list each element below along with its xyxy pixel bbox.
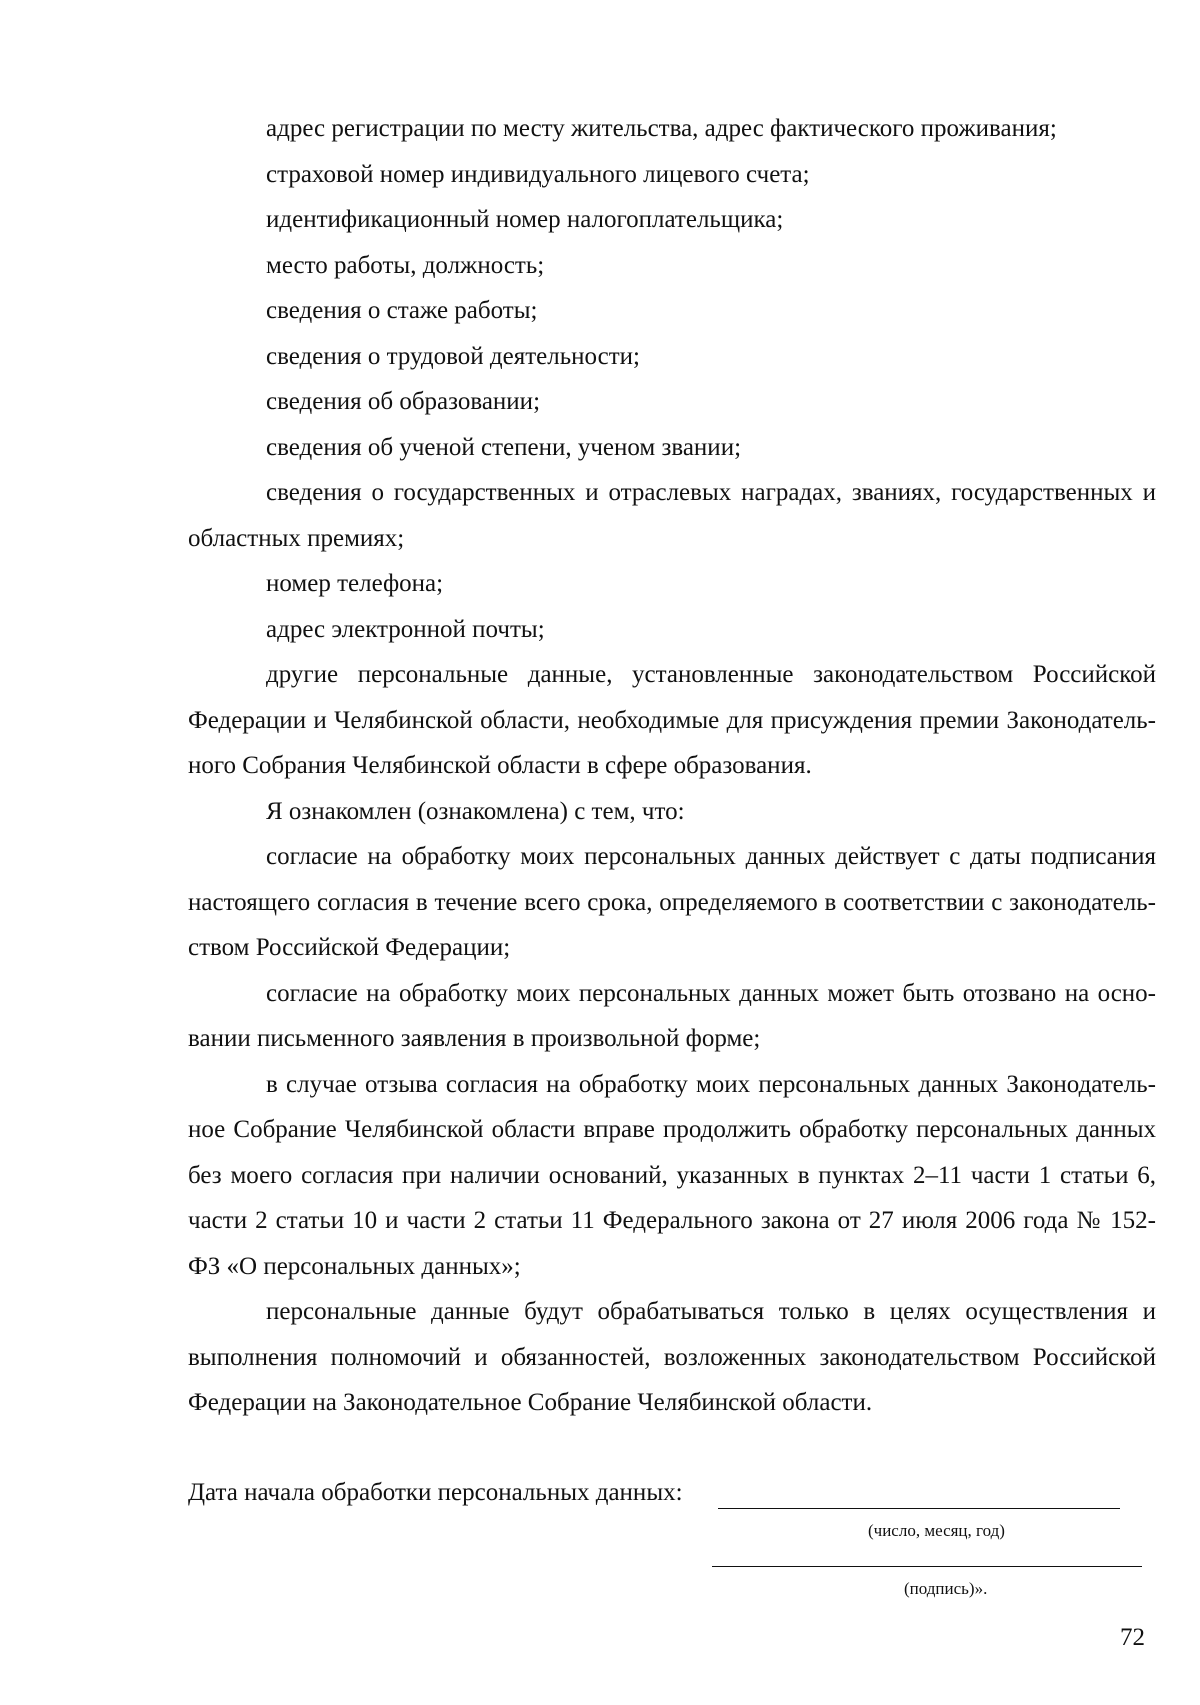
paragraph-other-data: другие персональные данные, установленные законодательством Российской Федерации и Челябинской области, необходимые для присуждения премии Законодательного Собрания Челябинской области в сфере образования. (188, 661, 1156, 779)
page-number: 72 (1120, 1624, 1145, 1651)
date-caption: (число, месяц, год) (868, 1521, 1005, 1540)
paragraph-acknowledgement: Я ознакомлен (ознакомлена) с тем, что: (266, 797, 685, 825)
paragraph-revocation-consequences: в случае отзыва согласия на обработку моих персональных данных Законодательное Собрание Челябинской области вправе продолжить обработку персональных данных без моего согласия при наличии оснований, указанных в пунктах 2–11 части 1 статьи 6, части 2 статьи 10 и части 2 статьи 11 Федерального закона от 27 июля 2006 года № 152-ФЗ «О персональных данных»; (188, 1070, 1156, 1280)
paragraph-work-experience: сведения о стаже работы; (266, 297, 538, 324)
document-body (188, 106, 1156, 1426)
date-underline (718, 1508, 1120, 1509)
paragraph-phone: номер телефона; (266, 570, 444, 597)
paragraph-email: адрес электронной почты; (266, 615, 545, 643)
paragraph-consent-revocation: согласие на обработку моих персональных данных может быть отозвано на основании письменного заявления в произвольной форме; (188, 979, 1156, 1052)
date-label: Дата начала обработки персональных данных: (188, 1479, 683, 1506)
signature-underline (712, 1566, 1142, 1567)
signature-caption: (подпись)». (904, 1579, 988, 1598)
paragraph-tax-id: идентификационный номер налогоплательщика; (266, 206, 784, 233)
signature-block (188, 1476, 1156, 1636)
paragraph-academic-degree: сведения об ученой степени, ученом звании; (266, 433, 742, 461)
paragraph-consent-duration: согласие на обработку моих персональных данных действует с даты подписания настоящего согласия в течение всего срока, определяемого в соответствии с законодательством Российской Федерации; (188, 843, 1156, 961)
paragraph-education: сведения об образовании; (266, 388, 541, 415)
paragraph-awards: сведения о государственных и отраслевых наградах, званиях, государственных и областных премиях; (188, 479, 1156, 552)
paragraph-registration-address: адрес регистрации по месту жительства, адрес фактического проживания; (266, 115, 1057, 142)
paragraph-insurance-number: страховой номер индивидуального лицевого счета; (266, 160, 810, 188)
paragraph-workplace: место работы, должность; (266, 251, 545, 279)
paragraph-employment-history: сведения о трудовой деятельности; (266, 342, 640, 370)
paragraph-processing-purpose: персональные данные будут обрабатываться только в целях осуществления и выполнения полномочий и обязанностей, возложенных законодательством Российской Федерации на Законодательное Собрание Челябинской области. (188, 1298, 1156, 1416)
